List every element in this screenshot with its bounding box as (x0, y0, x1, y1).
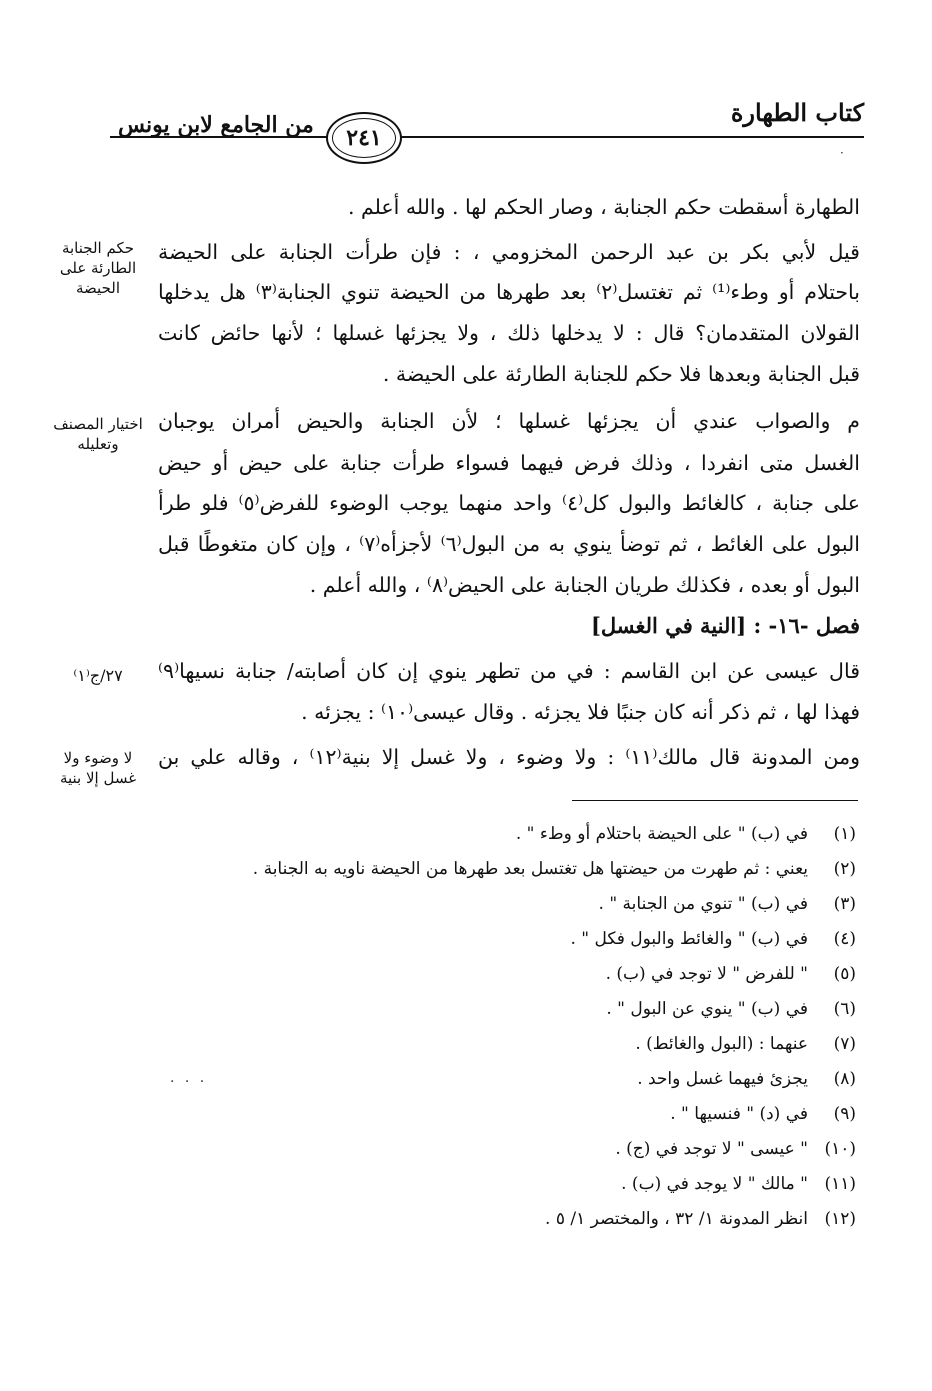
footnote (516, 822, 856, 846)
footnote-number: (٢) (833, 859, 856, 879)
body-line: قيل لأبي بكر بن عبد الرحمن المخزومي ، : فإن طرأت الجنابة على الحيضة (158, 240, 860, 264)
footnote (545, 1207, 856, 1231)
footnote (635, 1032, 856, 1056)
footnote-text: في (د) " فنسيها " . (670, 1104, 808, 1124)
margin-note: لا وضوء ولا غسل إلا بنية (59, 749, 137, 787)
footnote-number: (٩) (833, 1104, 856, 1124)
footnote-rule (572, 800, 858, 801)
body-line: البول أو بعده ، فكذلك طريان الجنابة على الحيض⁽٨⁾ ، والله أعلم . (309, 573, 860, 597)
footnote-text: " مالك " لا يوجد في (ب) . (621, 1174, 808, 1194)
footnote (637, 1067, 856, 1091)
margin-note: حكم الجنابة الطارئة على الحيضة (59, 239, 137, 297)
footnote-text: عنهما : (البول والغائط) . (635, 1034, 808, 1054)
footnote (606, 962, 856, 986)
section-heading: فصل -١٦- : [النية في الغسل] (590, 613, 860, 638)
page-number-badge (326, 112, 402, 164)
footnote (570, 927, 856, 951)
body-line: ومن المدونة قال مالك⁽١١⁾ : ولا وضوء ، ولا غسل إلا بنية⁽١٢⁾ ، وقاله علي بن (158, 745, 860, 769)
body-line: الغسل متى انفردا ، وذلك فرض فيهما فسواء طرأت جنابة على حيض أو حيض (158, 451, 860, 475)
footnote-text: في (ب) " والغائط والبول فكل " . (570, 929, 808, 949)
footnote-number: (٨) (833, 1069, 856, 1089)
footnote-number: (١٢) (824, 1209, 856, 1229)
footnote-text: يعني : ثم طهرت من حيضتها هل تغتسل بعد طهرها من الحيضة ناويه به الجنابة . (252, 859, 808, 879)
body-line: فهذا لها ، ثم ذكر أنه كان جنبًا فلا يجزئه . وقال عيسى⁽١٠⁾ : يجزئه . (301, 700, 860, 724)
footnote-number: (٧) (833, 1034, 856, 1054)
footnote (670, 1102, 856, 1126)
body-line: على جنابة ، كالغائط والبول كل⁽٤⁾ واحد منهما يوجب الوضوء للفرض⁽٥⁾ فلو طرأ (158, 491, 860, 515)
footnote-text: في (ب) " ينوي عن البول " . (606, 999, 808, 1019)
footnote-number: (٥) (833, 964, 856, 984)
footnote-text: يجزئ فيهما غسل واحد . (637, 1069, 808, 1089)
body-line: باحتلام أو وطء⁽¹⁾ ثم تغتسل⁽٢⁾ بعد طهرها من الحيضة تنوي الجنابة⁽٣⁾ هل يدخلها (158, 280, 860, 304)
header-book-title: كتاب الطهارة (730, 98, 864, 127)
body-line: البول على الغائط ، ثم توضأ ينوي به من البول⁽٦⁾ لأجزأه⁽٧⁾ ، وإن كان متغوطًا قبل (158, 532, 860, 556)
footnote (615, 1137, 856, 1161)
footnote (253, 857, 856, 881)
body-line: القولان المتقدمان؟ قال : لا يدخلها ذلك ، ولا يجزئها غسلها ؛ لأنها حائض كانت (158, 321, 860, 345)
footnote (599, 892, 856, 916)
body-line: قال عيسى عن ابن القاسم : في من تطهر ينوي إن كان أصابته/ جنابة نسيها⁽٩⁾ (158, 659, 860, 683)
footnote (621, 1172, 856, 1196)
footnote-text: انظر المدونة ١/ ٣٢ ، والمختصر ١/ ٥ . (545, 1209, 808, 1229)
scan-speck: · · · (170, 1074, 208, 1090)
body-line: م والصواب عندي أن يجزئها غسلها ؛ لأن الجنابة والحيض أمران يوجبان (158, 409, 860, 433)
margin-note: اختيار المصنف وتعليله (53, 415, 143, 453)
footnote-number: (١١) (824, 1174, 856, 1194)
footnote-number: (٣) (833, 894, 856, 914)
footnote-number: (١) (833, 824, 856, 844)
footnote-text: " عيسى " لا توجد في (ج) . (615, 1139, 808, 1159)
footnote-text: في (ب) " على الحيضة باحتلام أو وطء " . (515, 824, 808, 844)
footnote-number: (٤) (833, 929, 856, 949)
header-source-title: من الجامع لابن يونس (118, 112, 314, 138)
footnote (606, 997, 856, 1021)
footnote-number: (١٠) (824, 1139, 856, 1159)
footnote-number: (٦) (833, 999, 856, 1019)
scan-speck: · (840, 146, 844, 160)
body-line: الطهارة أسقطت حكم الجنابة ، وصار الحكم لها . والله أعلم . (347, 195, 860, 219)
body-line: قبل الجنابة وبعدها فلا حكم للجنابة الطارئة على الحيضة . (382, 362, 860, 386)
page-number: ٢٤١ (346, 125, 382, 151)
margin-note: ٢٧/ج⁽١⁾ (73, 666, 123, 685)
footnote-text: " للفرض " لا توجد في (ب) . (605, 964, 808, 984)
footnote-text: في (ب) " تنوي من الجنابة " . (598, 894, 808, 914)
